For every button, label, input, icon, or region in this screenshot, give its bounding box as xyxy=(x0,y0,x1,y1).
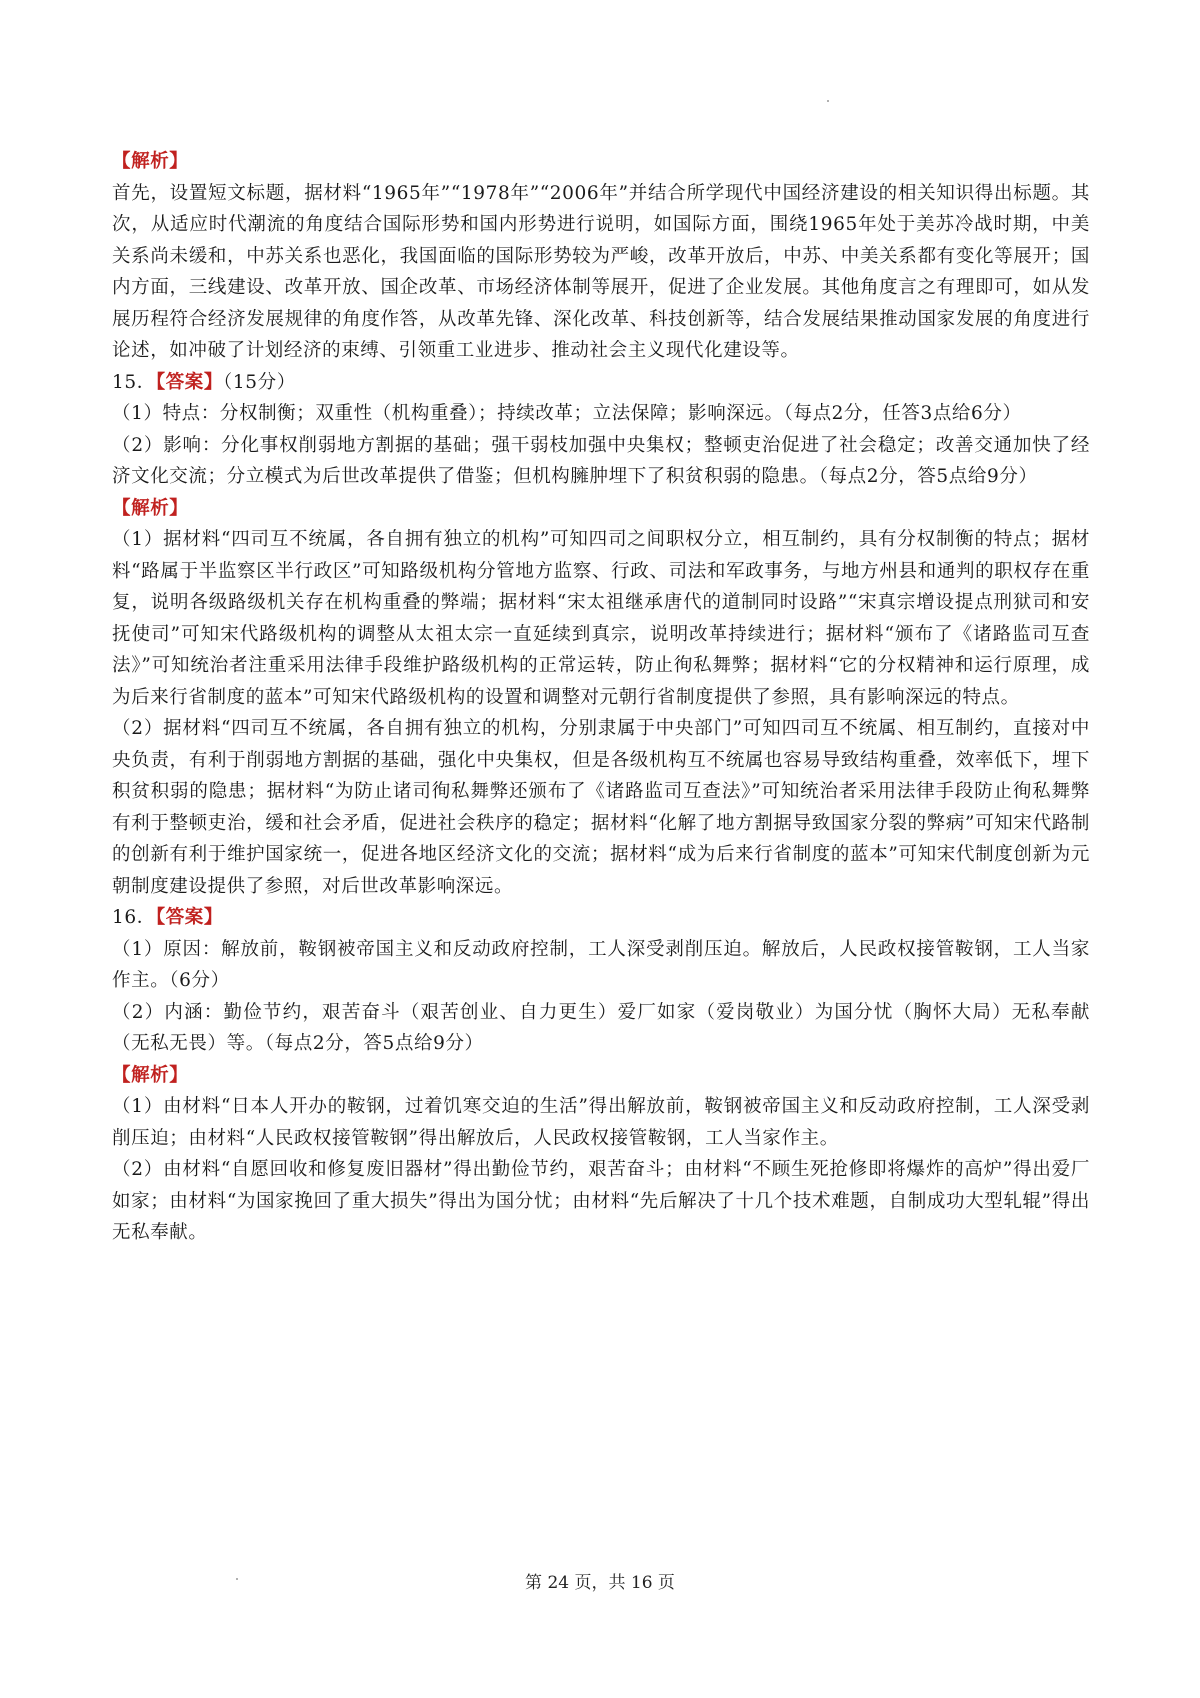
answer-heading-15: 15．【答案】（15分） xyxy=(112,371,296,393)
analysis-16-part-2: （2）由材料“自愿回收和修复废旧器材”得出勤俭节约，艰苦奋斗；由材料“不顾生死抢修即将爆炸的高炉”得出爱厂如家；由材料“为国家挽回了重大损失”得出为国分忧；由材料“先后解决了十几个技术难题，自制成功大型轧辊”得出无私奉献。 xyxy=(112,1159,1090,1243)
analysis-14-text: 首先，设置短文标题，据材料“1965年”“1978年”“2006年”并结合所学现代中国经济建设的相关知识得出标题。其次，从适应时代潮流的角度结合国际形势和国内形势进行说明，如国际方面，围绕1965年处于美苏冷战时期，中美关系尚未缓和，中苏关系也恶化，我国面临的国际形势较为严峻，改革开放后，中苏、中美关系都有变化等展开；国内方面，三线建设、改革开放、国企改革、市场经济体制等展开，促进了企业发展。其他角度言之有理即可，如从发展历程符合经济发展规律的角度作答，从改革先锋、深化改革、科技创新等，结合发展结果推动国家发展的角度进行论述，如冲破了计划经济的束缚、引领重工业进步、推动社会主义现代化建设等。 xyxy=(112,182,1090,361)
analysis-heading-15: 【解析】 xyxy=(112,497,189,519)
answer-16-part-2: （2）内涵：勤俭节约，艰苦奋斗（艰苦创业、自力更生）爱厂如家（爱岗敬业）为国分忧（胸怀大局）无私奉献（无私无畏）等。（每点2分，答5点给9分） xyxy=(112,1001,1090,1054)
document-body xyxy=(112,146,1090,1249)
answer-16-part-1: （1）原因：解放前，鞍钢被帝国主义和反动政府控制，工人深受剥削压迫。解放后，人民政权接管鞍钢，工人当家作主。（6分） xyxy=(112,938,1090,991)
analysis-16-part-1: （1）由材料“日本人开办的鞍钢，过着饥寒交迫的生活”得出解放前，鞍钢被帝国主义和反动政府控制，工人深受剥削压迫；由材料“人民政权接管鞍钢”得出解放后，人民政权接管鞍钢，工人当家作主。 xyxy=(112,1096,1090,1149)
analysis-heading-14: 【解析】 xyxy=(112,151,189,172)
answer-15-part-2: （2）影响：分化事权削弱地方割据的基础；强干弱枝加强中央集权；整顿吏治促进了社会稳定；改善交通加快了经济文化交流；分立模式为后世改革提供了借鉴；但机构臃肿埋下了积贫积弱的隐患。（每点2分，答5点给9分） xyxy=(112,434,1090,487)
page-number: 第 24 页，共 16 页 xyxy=(525,1573,675,1593)
answer-heading-16: 16．【答案】 xyxy=(112,907,223,928)
analysis-15-part-1: （1）据材料“四司互不统属，各自拥有独立的机构”可知四司之间职权分立，相互制约，具有分权制衡的特点；据材料“路属于半监察区半行政区”可知路级机构分管地方监察、行政、司法和军政事务，与地方州县和通判的职权存在重复，说明各级路级机关存在机构重叠的弊端；据材料“宋太祖继承唐代的道制同时设路”“宋真宗增设提点刑狱司和安抚使司”可知宋代路级机构的调整从太祖太宗一直延续到真宗，说明改革持续进行；据材料“颁布了《诸路监司互查法》”可知统治者注重采用法律手段维护路级机构的正常运转，防止徇私舞弊；据材料“它的分权精神和运行原理，成为后来行省制度的蓝本”可知宋代路级机构的设置和调整对元朝行省制度提供了参照，具有影响深远的特点。 xyxy=(112,529,1090,708)
analysis-15-part-2: （2）据材料“四司互不统属，各自拥有独立的机构，分别隶属于中央部门”可知四司互不统属、相互制约，直接对中央负责，有利于削弱地方割据的基础，强化中央集权，但是各级机构互不统属也容易导致结构重叠，效率低下，埋下积贫积弱的隐患；据材料“为防止诸司徇私舞弊还颁布了《诸路监司互查法》”可知统治者采用法律手段防止徇私舞弊有利于整顿吏治，缓和社会矛盾，促进社会秩序的稳定；据材料“化解了地方割据导致国家分裂的弊病”可知宋代路制的创新有利于维护国家统一，促进各地区经济文化的交流；据材料“成为后来行省制度的蓝本”可知宋代制度创新为元朝制度建设提供了参照，对后世改革影响深远。 xyxy=(112,718,1090,897)
analysis-heading-16: 【解析】 xyxy=(112,1064,189,1086)
answer-15-part-1: （1）特点：分权制衡；双重性（机构重叠）；持续改革；立法保障；影响深远。（每点2分，任答3点给6分） xyxy=(112,403,1022,424)
scan-speck xyxy=(827,100,829,102)
